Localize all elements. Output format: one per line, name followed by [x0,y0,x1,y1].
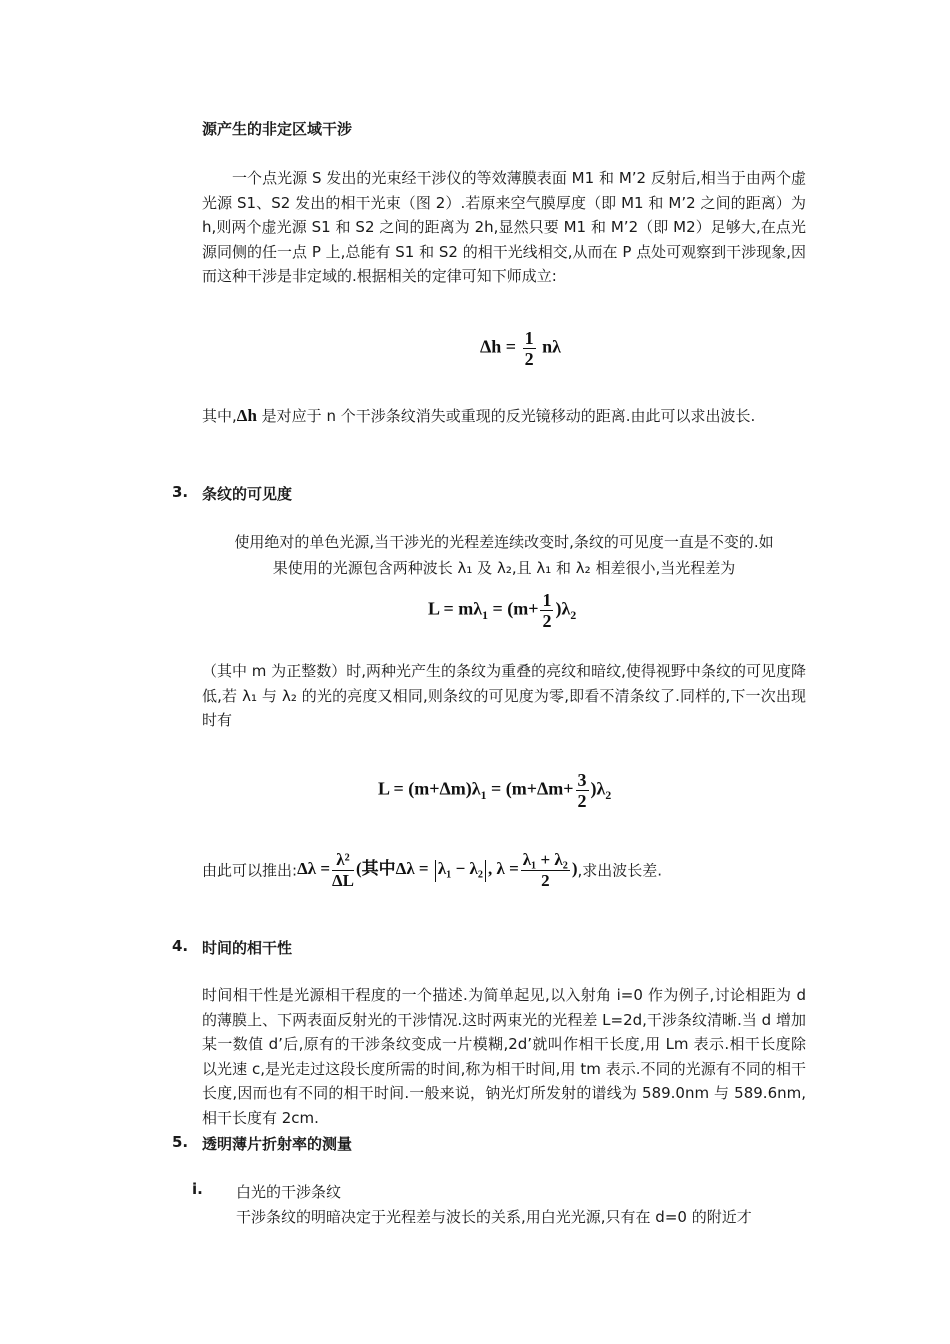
formula-left: L = (m+Δm)λ [378,778,481,799]
paragraph-wavelength-difference [202,850,806,891]
subscript-1: 1 [482,609,488,623]
subscript-2: 2 [605,789,612,803]
text-body: 是对应于 n 个干涉条纹消失或重现的反光镜移动的距离.由此可以求出波长. [256,407,756,425]
text-prefix: 其中, [202,407,237,425]
numerator: 1 [524,328,534,348]
fraction-mean-lambda [521,850,570,891]
section-title-refractive-index: 透明薄片折射率的测量 [202,1135,353,1153]
abs-bar-left [435,860,436,882]
section-title-visibility: 条纹的可见度 [202,485,293,503]
formula-abs: λ₁ − λ₂ [437,859,483,879]
numerator: λ₁ + λ₂ [522,850,568,869]
denominator: 2 [577,791,587,811]
paragraph-overlap: （其中 m 为正整数）时,两种光产生的条纹为重叠的亮纹和暗纹,使得视野中条纹的可见度降低,若 λ₁ 与 λ₂ 的光的亮度又相同,则条纹的可见度为零,即看不清条纹了.同样的,下一次出现时有 [202,662,806,729]
text-suffix: ,求出波长差. [577,861,663,880]
denominator: 2 [541,871,550,890]
denominator: ΔL [332,871,355,890]
subsection-number-i: i. [192,1180,203,1198]
formula-right: )λ [555,598,571,619]
fraction [576,770,589,811]
fraction [540,590,553,631]
paragraph-temporal-coherence: 时间相干性是光源相干程度的一个描述.为简单起见,以入射角 i=0 作为例子,讨论相距为 d 的薄膜上、下两表面反射光的干涉情况.这时两束光的光程差 L=2d,干涉条纹清晰.当 d 增加某一数值 d’后,原有的干涉条纹变成一片模糊,2d’就叫作相干长度,用 Lm 表示.相干长度除以光速 c,是光走过这段长度所需的时间,称为相干时间,用 tm 表示.不同的光源有不同的相干长度,因而也有不同的相干时间.一般来说，钠光灯所发射的谱线为 589.0nm 与 589.6nm,相干长度有 2cm. [202,986,806,1127]
formula-lhs: Δh = [480,336,517,357]
section-number-3: 3. [172,483,189,501]
formula-mid: (其中Δλ = [356,859,433,879]
numerator: 3 [577,770,587,790]
formula-left: L = mλ [428,598,483,619]
formula-L-first [428,590,576,631]
numerator: λ² [332,850,354,871]
formula-lhs: Δλ = [297,859,331,879]
paragraph-visibility-line1: 使用绝对的单色光源,当干涉光的光程差连续改变时,条纹的可见度一直是不变的.如 [234,533,774,551]
section-title-temporal-coherence: 时间的相干性 [202,939,293,957]
subscript-2: 2 [570,609,577,623]
numerator: 1 [542,590,552,610]
formula-delta-h [480,328,561,369]
formula-mid: = (m+Δm+ [486,778,574,799]
formula-close: ) [571,859,578,879]
section-number-5: 5. [172,1133,189,1151]
symbol-delta-h: Δh [236,406,257,425]
denominator: 2 [524,349,534,369]
section-heading-continued: 源产生的非定区域干涉 [202,120,353,138]
fraction [523,328,536,369]
subscript-1: 1 [480,789,487,803]
formula-mid: = (m+ [487,598,539,619]
formula-rhs: nλ [542,336,561,357]
formula-comma: , λ = [487,859,519,879]
text-prefix: 由此可以推出: [202,861,298,880]
section-number-4: 4. [172,937,189,955]
paragraph-white-light: 干涉条纹的明暗决定于光程差与波长的关系,用白光光源,只有在 d=0 的附近才 [236,1208,752,1226]
paragraph-visibility-line2: 果使用的光源包含两种波长 λ₁ 及 λ₂,且 λ₁ 和 λ₂ 相差很小,当光程差为 [272,559,736,577]
abs-bar-right [485,860,486,882]
paragraph-point-source: 一个点光源 S 发出的光束经干涉仪的等效薄膜表面 M1 和 M’2 反射后,相当于由两个虚光源 S1、S2 发出的相干光束（图 2）.若原来空气膜厚度（即 M1 和 M’2 之间的距离）为 h,则两个虚光源 S1 和 S2 之间的距离为 2h,显然只要 M1 和 M’2（即 M2）足够大,在点光源同侧的任一点 P 上,总能有 S1 和 S2 的相干光线相交,从而在 P 点处可观察到干涉现象,因而这种干涉是非定域的.根据相关的定律可知下师成立: [202,169,806,285]
subsection-title-white-light: 白光的干涉条纹 [236,1183,342,1201]
formula-right: )λ [590,778,606,799]
paragraph-delta-h-explanation [202,404,806,429]
fraction-lambda-sq [332,850,354,891]
denominator: 2 [542,611,552,631]
formula-L-second [378,770,611,811]
